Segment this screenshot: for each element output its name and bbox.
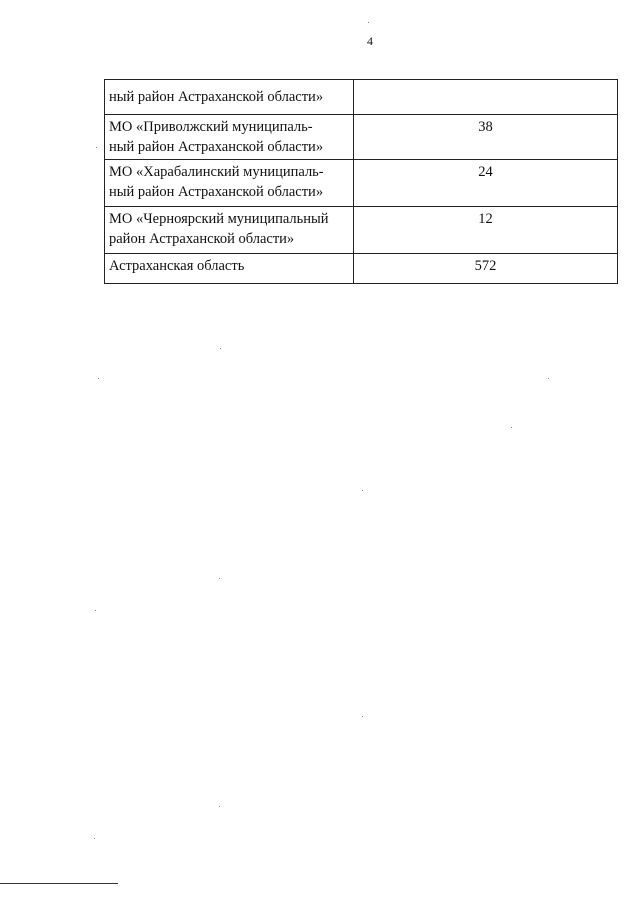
row-label-line: МО «Приволжский муниципаль- [109,119,313,135]
scan-speck [98,378,99,379]
page-number: 4 [367,34,373,48]
table-row [105,207,618,254]
row-label-line: район Астраханской области» [109,231,295,247]
row-label-line: ный район Астраханской области» [109,184,324,200]
scan-speck [95,610,96,611]
table-cell-value: 38 [354,115,618,160]
table-row [105,115,618,160]
table-cell-value: 572 [354,254,618,284]
row-label-line: МО «Харабалинский муниципаль- [109,164,324,180]
scan-speck [362,490,363,491]
row-label-line: Астраханская область [109,258,245,274]
scan-speck [362,716,363,717]
footnote-separator [0,883,118,884]
scan-speck [219,578,220,579]
scan-speck [511,427,512,428]
table-cell-value [354,80,618,115]
scan-speck [548,378,549,379]
table-row [105,80,618,115]
data-table [104,79,618,284]
row-label-line: ный район Астраханской области» [109,89,324,105]
table-cell-district [105,160,354,207]
table-row [105,160,618,207]
scan-speck [220,348,221,349]
table-cell-district [105,254,354,284]
scan-speck [368,22,369,23]
table-cell-value: 24 [354,160,618,207]
scan-speck [96,147,97,148]
row-label-line: МО «Черноярский муниципальный [109,211,329,227]
row-label-line: ный район Астраханской области» [109,139,324,155]
scan-speck [219,806,220,807]
table-cell-district [105,80,354,115]
table-cell-district [105,115,354,160]
table-row-total [105,254,618,284]
scan-speck [94,838,95,839]
table-cell-district [105,207,354,254]
table-cell-value: 12 [354,207,618,254]
